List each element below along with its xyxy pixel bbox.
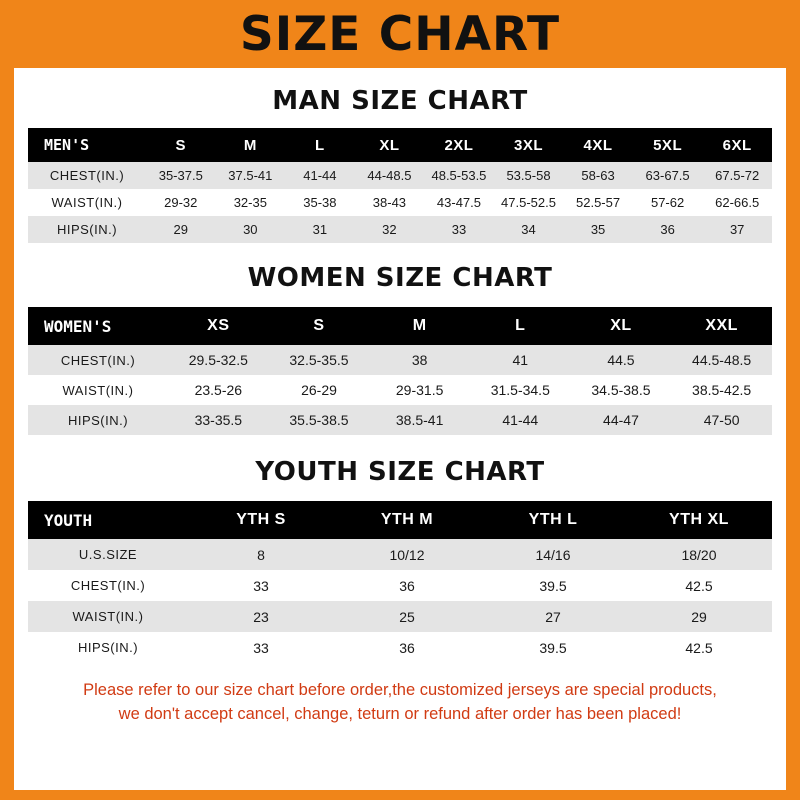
content: [14, 68, 786, 790]
table-cell: 25: [334, 601, 480, 632]
table-cell: 38.5-42.5: [671, 375, 772, 405]
row-label: HIPS(IN.): [28, 632, 188, 663]
column-header: YTH S: [188, 501, 334, 539]
table-cell: 26-29: [269, 375, 370, 405]
table-cell: 47.5-52.5: [494, 189, 564, 216]
column-header: S: [146, 128, 216, 162]
table-cell: 47-50: [671, 405, 772, 435]
table-cell: 10/12: [334, 539, 480, 570]
youth-table-wrapper: [28, 501, 772, 663]
table-cell: 35-37.5: [146, 162, 216, 189]
column-header: 2XL: [424, 128, 494, 162]
table-cell: 32-35: [216, 189, 286, 216]
column-header: MEN'S: [28, 128, 146, 162]
table-cell: 36: [334, 632, 480, 663]
column-header: XL: [355, 128, 425, 162]
row-label: CHEST(IN.): [28, 570, 188, 601]
table-cell: 48.5-53.5: [424, 162, 494, 189]
table-row: [28, 345, 772, 375]
table-cell: 39.5: [480, 632, 626, 663]
table-cell: 34.5-38.5: [571, 375, 672, 405]
row-label: CHEST(IN.): [28, 162, 146, 189]
column-header: WOMEN'S: [28, 307, 168, 345]
table-cell: 14/16: [480, 539, 626, 570]
table-cell: 32: [355, 216, 425, 243]
table-cell: 41: [470, 345, 571, 375]
men-section-title: MAN SIZE CHART: [272, 86, 528, 116]
table-cell: 35-38: [285, 189, 355, 216]
table-cell: 67.5-72: [702, 162, 772, 189]
table-cell: 33: [188, 570, 334, 601]
bottom-accent-bar: [0, 790, 800, 800]
youth-section-title: YOUTH SIZE CHART: [255, 457, 545, 487]
table-cell: 37.5-41: [216, 162, 286, 189]
table-cell: 29.5-32.5: [168, 345, 269, 375]
table-cell: 57-62: [633, 189, 703, 216]
table-row: [28, 539, 772, 570]
row-label: WAIST(IN.): [28, 189, 146, 216]
column-header: M: [369, 307, 470, 345]
table-row: [28, 570, 772, 601]
table-cell: 38: [369, 345, 470, 375]
women-size-table: [28, 307, 772, 435]
table-cell: 62-66.5: [702, 189, 772, 216]
youth-size-table: [28, 501, 772, 663]
table-cell: 30: [216, 216, 286, 243]
table-cell: 23.5-26: [168, 375, 269, 405]
table-cell: 32.5-35.5: [269, 345, 370, 375]
table-cell: 36: [633, 216, 703, 243]
page-title: SIZE CHART: [239, 6, 561, 62]
men-table-wrapper: [28, 128, 772, 243]
table-cell: 33: [424, 216, 494, 243]
table-cell: 42.5: [626, 632, 772, 663]
table-cell: 29-31.5: [369, 375, 470, 405]
women-section-title: WOMEN SIZE CHART: [247, 263, 553, 293]
table-row: [28, 405, 772, 435]
row-label: U.S.SIZE: [28, 539, 188, 570]
column-header: L: [470, 307, 571, 345]
footer-note: [42, 679, 758, 727]
row-label: HIPS(IN.): [28, 405, 168, 435]
table-cell: 33-35.5: [168, 405, 269, 435]
column-header: YTH XL: [626, 501, 772, 539]
table-cell: 18/20: [626, 539, 772, 570]
table-cell: 42.5: [626, 570, 772, 601]
column-header: L: [285, 128, 355, 162]
table-cell: 27: [480, 601, 626, 632]
table-cell: 31.5-34.5: [470, 375, 571, 405]
table-cell: 35.5-38.5: [269, 405, 370, 435]
table-header-row: [28, 501, 772, 539]
table-cell: 8: [188, 539, 334, 570]
table-cell: 38.5-41: [369, 405, 470, 435]
table-cell: 33: [188, 632, 334, 663]
table-cell: 31: [285, 216, 355, 243]
table-row: [28, 189, 772, 216]
table-cell: 34: [494, 216, 564, 243]
row-label: HIPS(IN.): [28, 216, 146, 243]
table-cell: 23: [188, 601, 334, 632]
table-cell: 36: [334, 570, 480, 601]
column-header: M: [216, 128, 286, 162]
row-label: CHEST(IN.): [28, 345, 168, 375]
column-header: 5XL: [633, 128, 703, 162]
table-cell: 53.5-58: [494, 162, 564, 189]
table-cell: 52.5-57: [563, 189, 633, 216]
column-header: 6XL: [702, 128, 772, 162]
table-row: [28, 216, 772, 243]
table-row: [28, 632, 772, 663]
column-header: XS: [168, 307, 269, 345]
column-header: YOUTH: [28, 501, 188, 539]
table-cell: 44.5: [571, 345, 672, 375]
footer-note-line-2: we don't accept cancel, change, teturn or refund after order has been placed!: [118, 704, 682, 723]
column-header: YTH M: [334, 501, 480, 539]
table-cell: 44-48.5: [355, 162, 425, 189]
table-cell: 44.5-48.5: [671, 345, 772, 375]
table-cell: 58-63: [563, 162, 633, 189]
women-table-wrapper: [28, 307, 772, 435]
table-cell: 29: [146, 216, 216, 243]
banner: [0, 0, 800, 68]
table-cell: 41-44: [285, 162, 355, 189]
table-cell: 29-32: [146, 189, 216, 216]
column-header: 3XL: [494, 128, 564, 162]
table-cell: 44-47: [571, 405, 672, 435]
column-header: 4XL: [563, 128, 633, 162]
table-row: [28, 601, 772, 632]
footer-note-line-1: Please refer to our size chart before order,the customized jerseys are special products,: [83, 681, 717, 699]
table-cell: 29: [626, 601, 772, 632]
row-label: WAIST(IN.): [28, 601, 188, 632]
table-cell: 43-47.5: [424, 189, 494, 216]
column-header: YTH L: [480, 501, 626, 539]
table-cell: 63-67.5: [633, 162, 703, 189]
table-cell: 35: [563, 216, 633, 243]
table-cell: 37: [702, 216, 772, 243]
table-row: [28, 162, 772, 189]
column-header: XXL: [671, 307, 772, 345]
table-row: [28, 375, 772, 405]
table-header-row: [28, 128, 772, 162]
table-cell: 38-43: [355, 189, 425, 216]
table-cell: 39.5: [480, 570, 626, 601]
table-cell: 41-44: [470, 405, 571, 435]
men-size-table: [28, 128, 772, 243]
column-header: S: [269, 307, 370, 345]
column-header: XL: [571, 307, 672, 345]
row-label: WAIST(IN.): [28, 375, 168, 405]
table-header-row: [28, 307, 772, 345]
